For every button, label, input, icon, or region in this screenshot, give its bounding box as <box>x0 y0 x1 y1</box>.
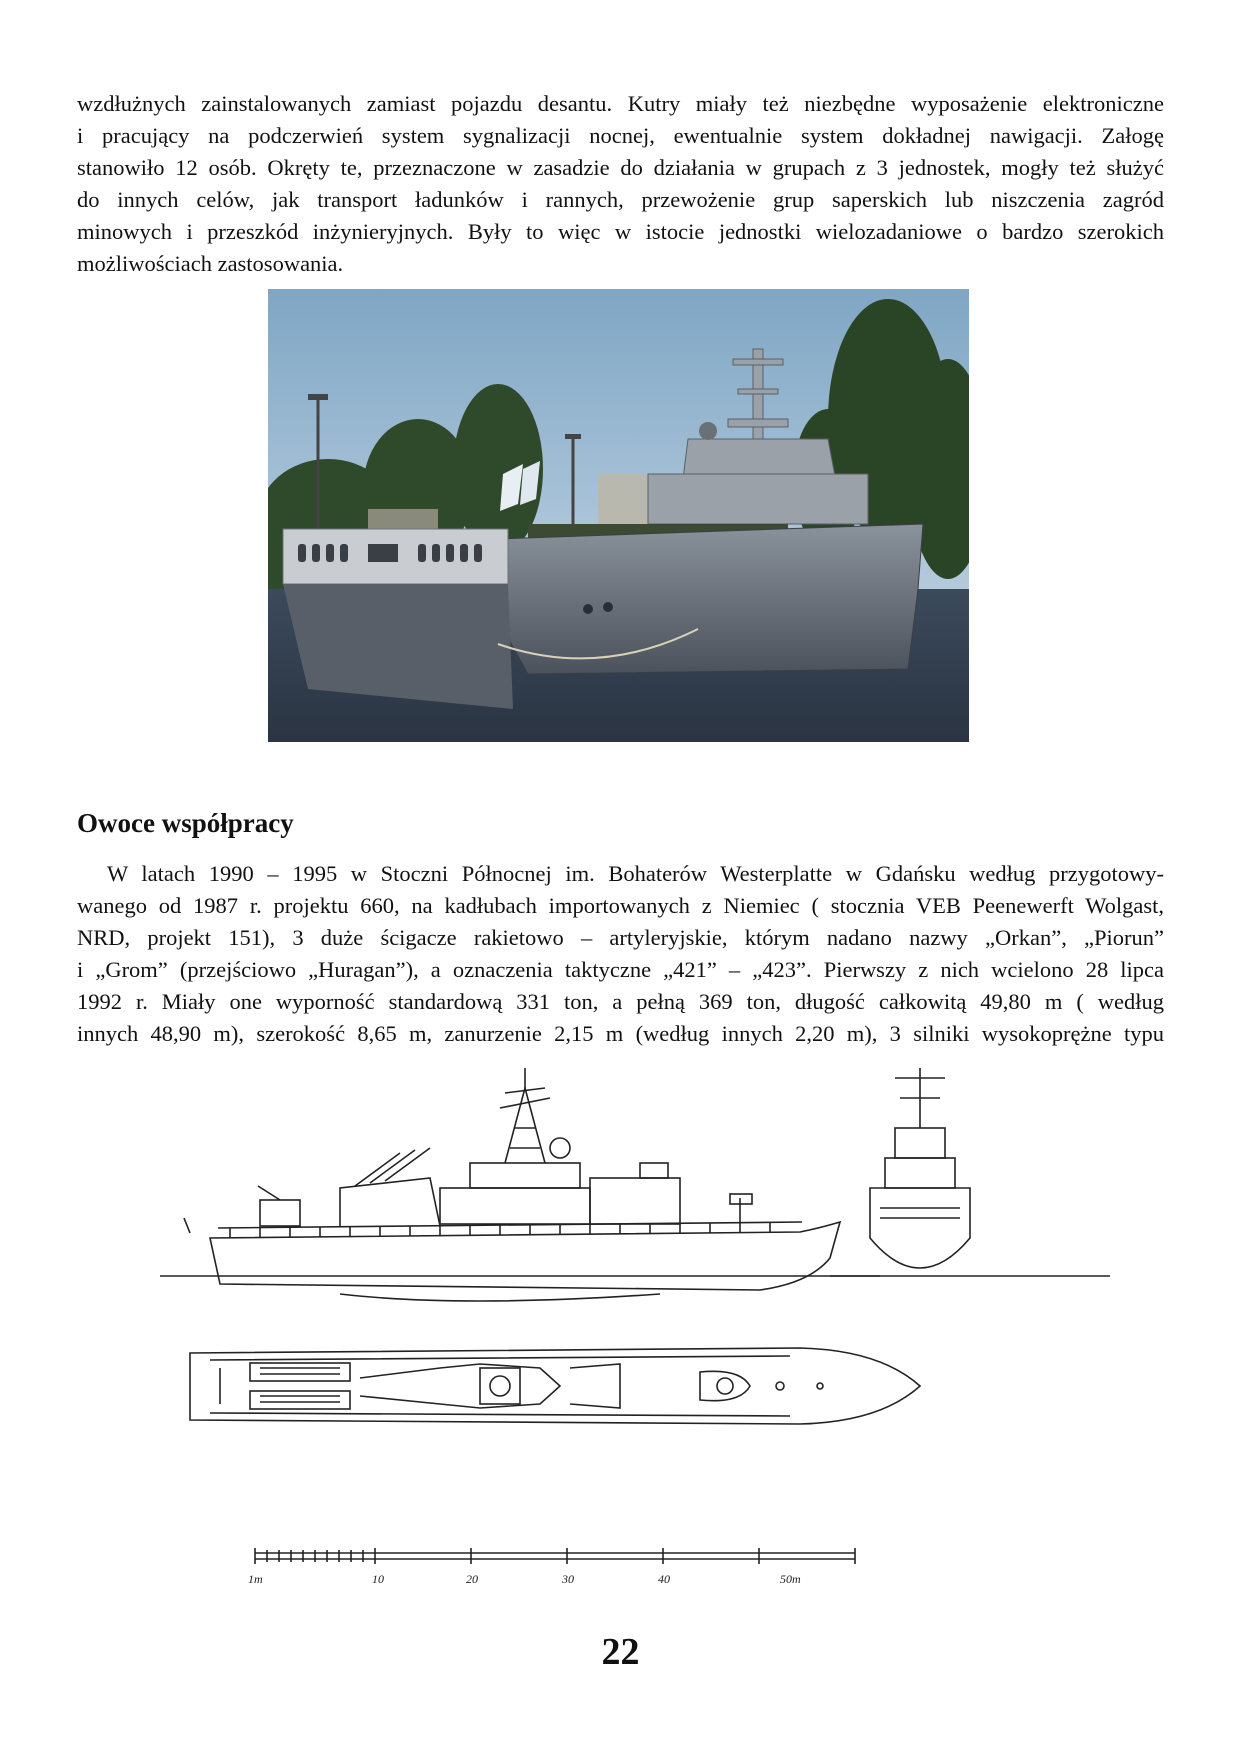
ship-line-drawings <box>140 1068 1130 1628</box>
scale-bar <box>255 1548 855 1564</box>
text-line: do innych celów, jak transport ładunków i rannych, przewożenie grup saperskich lub niszczenia zagród <box>77 187 1164 212</box>
scale-label: 30 <box>562 1572 574 1586</box>
text-line: stanowiło 12 osób. Okręty te, przeznaczone w zasadzie do działania w grupach z 3 jednostek, mogły też służyć <box>77 155 1164 180</box>
ship-photo <box>268 289 969 742</box>
text-line: i pracujący na podczerwień system sygnalizacji nocnej, ewentualnie system dokładnej nawigacji. Załogę <box>77 123 1164 148</box>
text-line: możliwościach zastosowania. <box>77 251 344 276</box>
text-line: W latach 1990 – 1995 w Stoczni Północnej im. Bohaterów Westerplatte w Gdańsku według przygotowy- <box>107 861 1164 886</box>
hull-profile <box>210 1222 840 1290</box>
scale-label: 10 <box>372 1572 384 1586</box>
page-number: 22 <box>601 1631 640 1673</box>
plan-view <box>190 1348 920 1424</box>
text-line: 1992 r. Miały one wyporność standardową 331 ton, a pełną 369 ton, długość całkowitą 49,80 m ( według <box>77 989 1164 1014</box>
scale-label: 1m <box>248 1572 263 1586</box>
text-line: i „Grom” (przejściowo „Huragan”), a oznaczenia taktyczne „421” – „423”. Pierwszy z nich wcielono 28 lipca <box>77 957 1164 982</box>
text-line: wzdłużnych zainstalowanych zamiast pojazdu desantu. Kutry miały też niezbędne wyposażenie elektroniczne <box>77 91 1164 116</box>
body-paragraph-1 <box>77 88 1164 280</box>
body-paragraph-2 <box>77 858 1164 1050</box>
text-line: NRD, projekt 151), 3 duże ścigacze rakietowo – artyleryjskie, którym nadano nazwy „Orkan”, „Piorun” <box>77 925 1164 950</box>
text-line: minowych i przeszkód inżynieryjnych. Były to więc w istocie jednostki wielozadaniowe o bardzo szerokich <box>77 219 1164 244</box>
scale-label: 50m <box>780 1572 801 1586</box>
front-view <box>830 1068 1110 1276</box>
scale-label: 40 <box>658 1572 670 1586</box>
scale-label: 20 <box>466 1572 478 1586</box>
section-heading: Owoce współpracy <box>77 808 294 838</box>
text-line: innych 48,90 m), szerokość 8,65 m, zanurzenie 2,15 m (według innych 2,20 m), 3 silniki wysokoprężne typu <box>77 1021 1164 1046</box>
text-line: wanego od 1987 r. projektu 660, na kadłubach importowanych z Niemiec ( stocznia VEB Peenewerft Wolgast, <box>77 893 1164 918</box>
